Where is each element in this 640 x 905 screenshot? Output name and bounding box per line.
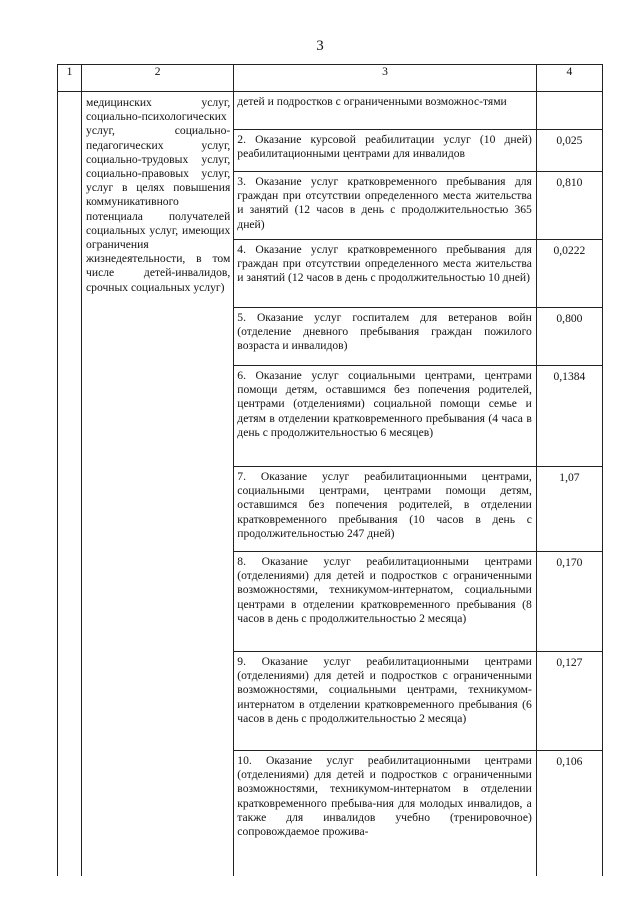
value-cell: [536, 308, 602, 366]
value-text: 0,800: [556, 312, 583, 325]
value-text: 0,127: [556, 656, 583, 669]
table-row: [58, 92, 603, 130]
value-text: 0,0222: [553, 244, 586, 257]
value-text: 0,1384: [553, 370, 586, 383]
service-cell: [234, 172, 537, 240]
services-table: [57, 64, 603, 876]
col1-cell: [58, 92, 82, 876]
service-text: 4. Оказание услуг кратковременного пребывания для граждан при отсутствии определенного места жительства и занятий (12 часов в день с продолжительностью 10 дней): [237, 243, 532, 285]
service-cell: [234, 652, 537, 751]
service-cell: [234, 240, 537, 308]
service-cell: [234, 308, 537, 366]
value-cell: [536, 751, 602, 876]
service-cell: [234, 467, 537, 552]
service-text: 10. Оказание услуг реабилитационными центрами (отделениями) для детей и подростков с ограниченными возможностями, техникумом-интернатом в отделении кратковременного пребыва-ния для молодых инвалидов, а также для инвалидов учебно (тренировочное) сопровождаемое прожива-: [237, 754, 532, 839]
col2-cell: [82, 92, 234, 876]
value-cell: [536, 552, 602, 652]
value-text: 0,170: [556, 556, 583, 569]
header-col-3: 3: [234, 65, 537, 92]
value-cell: [536, 172, 602, 240]
service-text: 3. Оказание услуг кратковременного пребывания для граждан при отсутствии определенного места жительства и занятий (12 часов в день с продолжительностью 365 дней): [237, 175, 532, 231]
service-text: детей и подростков с ограниченными возможнос-тями: [237, 95, 507, 108]
header-col-4: 4: [536, 65, 602, 92]
header-col-1: 1: [58, 65, 82, 92]
service-text: 7. Оказание услуг реабилитационными центрами, социальными центрами, центрами помощи детям, оставшимся без попечения родителей, в отделении кратковременного пребывания (10 часов в день с продолжительностью 247 дней): [237, 470, 532, 540]
service-cell: [234, 130, 537, 172]
service-text: 5. Оказание услуг госпиталем для ветеранов войн (отделение дневного пребывания граждан пожилого возраста и инвалидов): [237, 311, 532, 353]
table-header-row: [58, 65, 603, 92]
value-text: 0,106: [556, 755, 583, 768]
value-cell: [536, 652, 602, 751]
page-number: 3: [316, 38, 324, 54]
service-text: 8. Оказание услуг реабилитационными центрами (отделениями) для детей и подростков с ограниченными возможностями, техникумом-интернатом, социальными центрами в отделении кратковременного пребывания (8 часов в день с продолжительностью 2 месяца): [237, 555, 532, 625]
value-text: 0,025: [556, 134, 583, 147]
value-text: 1,07: [559, 471, 580, 484]
value-cell: [536, 366, 602, 467]
value-cell: [536, 92, 602, 130]
service-cell: [234, 552, 537, 652]
value-cell: [536, 467, 602, 552]
service-cell: [234, 92, 537, 130]
service-text: 9. Оказание услуг реабилитационными центрами (отделениями) для детей и подростков с ограниченными возможностями, социальными центрами, техникумом-интернатом в отделении кратковременного пребывания (6 часов в день с продолжительностью 2 месяца): [237, 655, 532, 725]
service-text: 6. Оказание услуг социальными центрами, центрами помощи детям, оставшимся без попечения родителей, центрами (отделениями) социальной помощи семье и детям в отделении кратковременного пребывания (4 часа в день с продолжительностью 6 месяцев): [237, 369, 532, 439]
value-cell: [536, 130, 602, 172]
value-cell: [536, 240, 602, 308]
value-text: [537, 92, 602, 96]
value-text: 0,810: [556, 176, 583, 189]
header-col-2: 2: [82, 65, 234, 92]
category-description: медицинских услуг, социально-психологических услуг, социально-педагогических услуг, социально-трудовых услуг, социально-правовых услуг, услуг в целях повышения коммуникативного потенциала получателей социальных услуг, имеющих ограничения жизнедеятельности, в том числе детей-инвалидов, срочных социальных услуг): [86, 96, 231, 294]
service-cell: [234, 366, 537, 467]
service-cell: [234, 751, 537, 876]
service-text: 2. Оказание курсовой реабилитации услуг (10 дней) реабилитационными центрами для инвалидов: [237, 133, 532, 161]
